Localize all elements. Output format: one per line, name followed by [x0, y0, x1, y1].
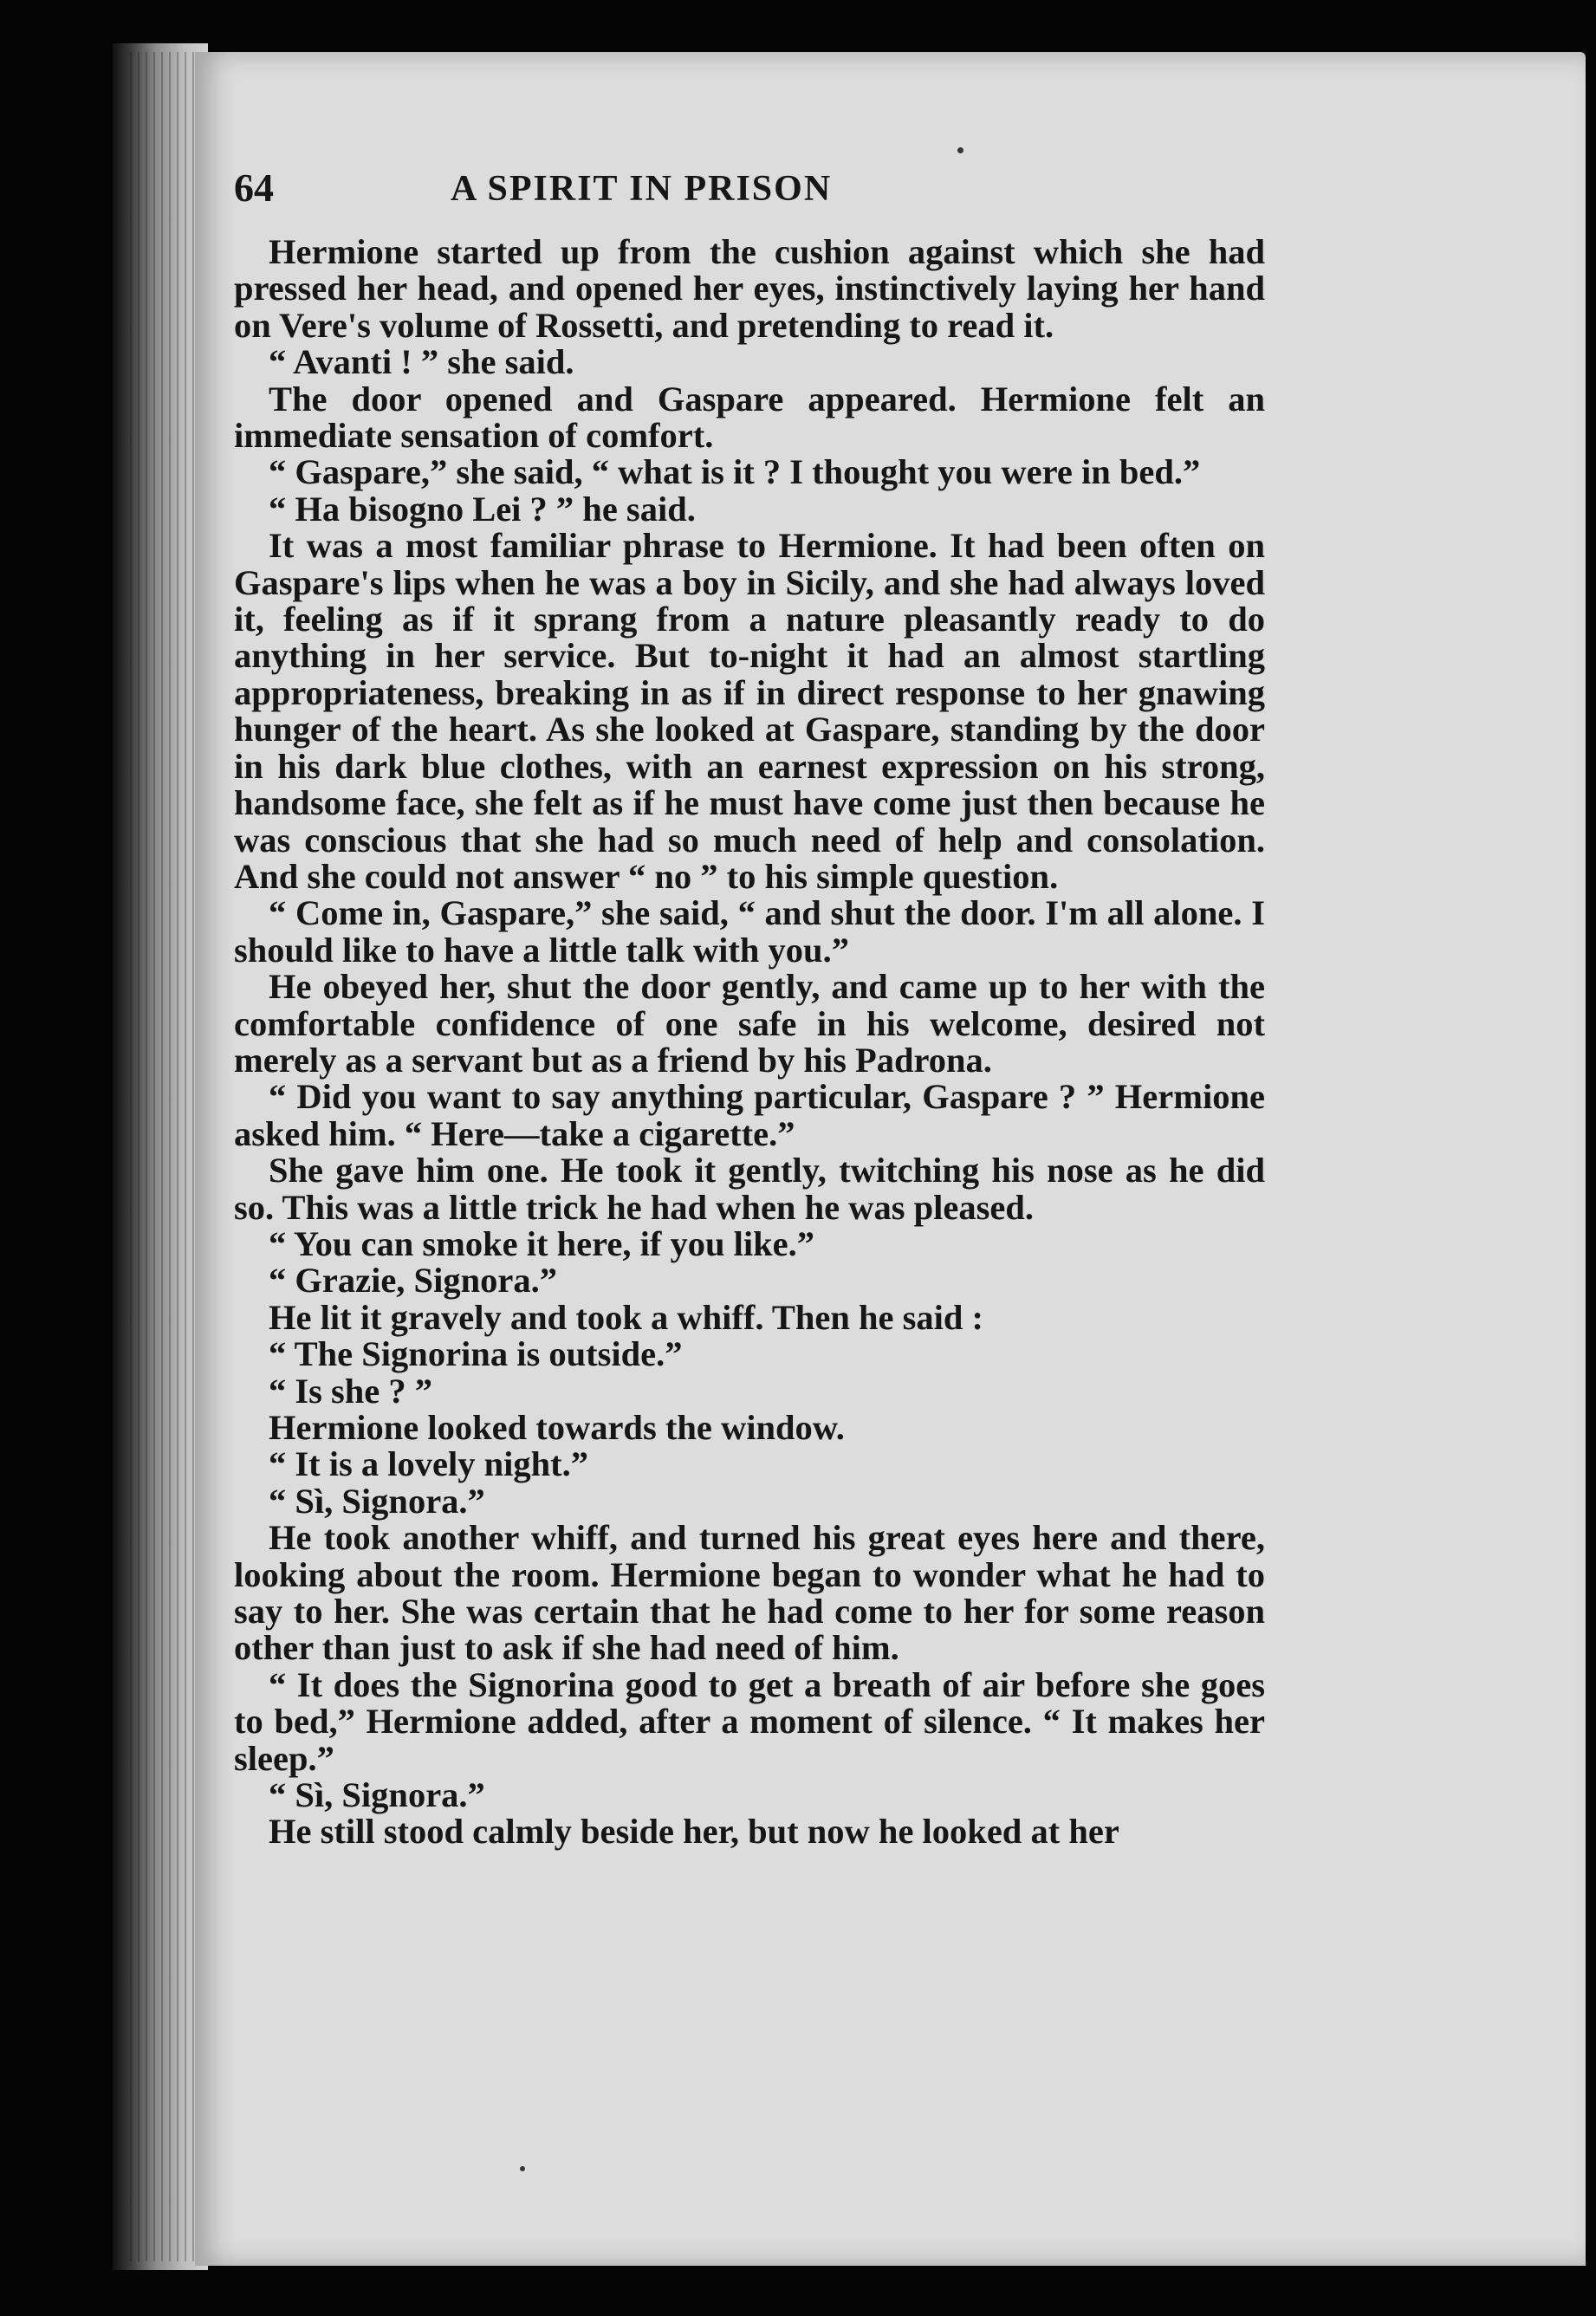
speck — [520, 2166, 525, 2171]
paragraph: “ Avanti ! ” she said. — [269, 342, 574, 382]
paragraph: “ Come in, Gaspare,” she said, “ and shut the door. I'm all alone. I should like to have a little talk with you.” — [234, 893, 1265, 970]
body-text — [234, 234, 1265, 1851]
paragraph: “ It does the Signorina good to get a breath of air before she goes to bed,” Hermione added, after a moment of silence. “ It makes her sleep.” — [234, 1664, 1265, 1778]
paragraph: She gave him one. He took it gently, twitching his nose as he did so. This was a little trick he had when he was pleased. — [234, 1151, 1265, 1227]
paragraph: “ The Signorina is outside.” — [269, 1334, 683, 1374]
binding-edge-texture — [130, 52, 199, 2261]
paragraph: It was a most familiar phrase to Hermione. It had been often on Gaspare's lips when he was a boy in Sicily, and she had always loved it, feeling as if it sprang from a nature pleasantly ready to do anything in her service. But to-night it had an almost startling appropriateness, breaking in as if in direct response to her gnawing hunger of the heart. As she looked at Gaspare, standing by the door in his dark blue clothes, with an earnest expression on his strong, handsome face, she felt as if he must have come just then because he was conscious that she had so much need of help and consolation. And she could not answer “ no ” to his simple question. — [234, 526, 1265, 896]
paragraph: The door opened and Gaspare appeared. Hermione felt an immediate sensation of comfort. — [234, 379, 1265, 456]
paragraph: “ Grazie, Signora.” — [269, 1261, 557, 1301]
page-number: 64 — [234, 165, 274, 210]
paragraph: He still stood calmly beside her, but now he looked at her — [269, 1812, 1119, 1852]
paragraph: “ Gaspare,” she said, “ what is it ? I thought you were in bed.” — [269, 452, 1201, 492]
paragraph: He lit it gravely and took a whiff. Then he said : — [269, 1297, 984, 1337]
paragraph: “ Is she ? ” — [269, 1371, 433, 1411]
paragraph: Hermione started up from the cushion against which she had pressed her head, and opened her eyes, instinctively laying her hand on Vere's volume of Rossetti, and pretending to read it. — [234, 232, 1265, 345]
paragraph: “ Sì, Signora.” — [269, 1481, 485, 1521]
speck — [957, 147, 963, 153]
paragraph: “ Ha bisogno Lei ? ” he said. — [269, 489, 696, 529]
paragraph: Hermione looked towards the window. — [269, 1408, 845, 1447]
paragraph: “ Did you want to say anything particular, Gaspare ? ” Hermione asked him. “ Here—take a cigarette.” — [234, 1077, 1265, 1153]
paragraph: “ It is a lovely night.” — [269, 1444, 589, 1484]
paragraph: He took another whiff, and turned his great eyes here and there, looking about the room. Hermione began to wonder what he had to say to her. She was certain that he had come to her for some reason other than just to ask if she had need of him. — [234, 1518, 1265, 1668]
paragraph: “ Sì, Signora.” — [269, 1775, 485, 1815]
running-head: A SPIRIT IN PRISON — [451, 169, 833, 209]
paragraph: “ You can smoke it here, if you like.” — [269, 1223, 815, 1263]
paragraph: He obeyed her, shut the door gently, and came up to her with the comfortable confidence of one safe in his welcome, desired not merely as a servant but as a friend by his Padrona. — [234, 967, 1265, 1080]
